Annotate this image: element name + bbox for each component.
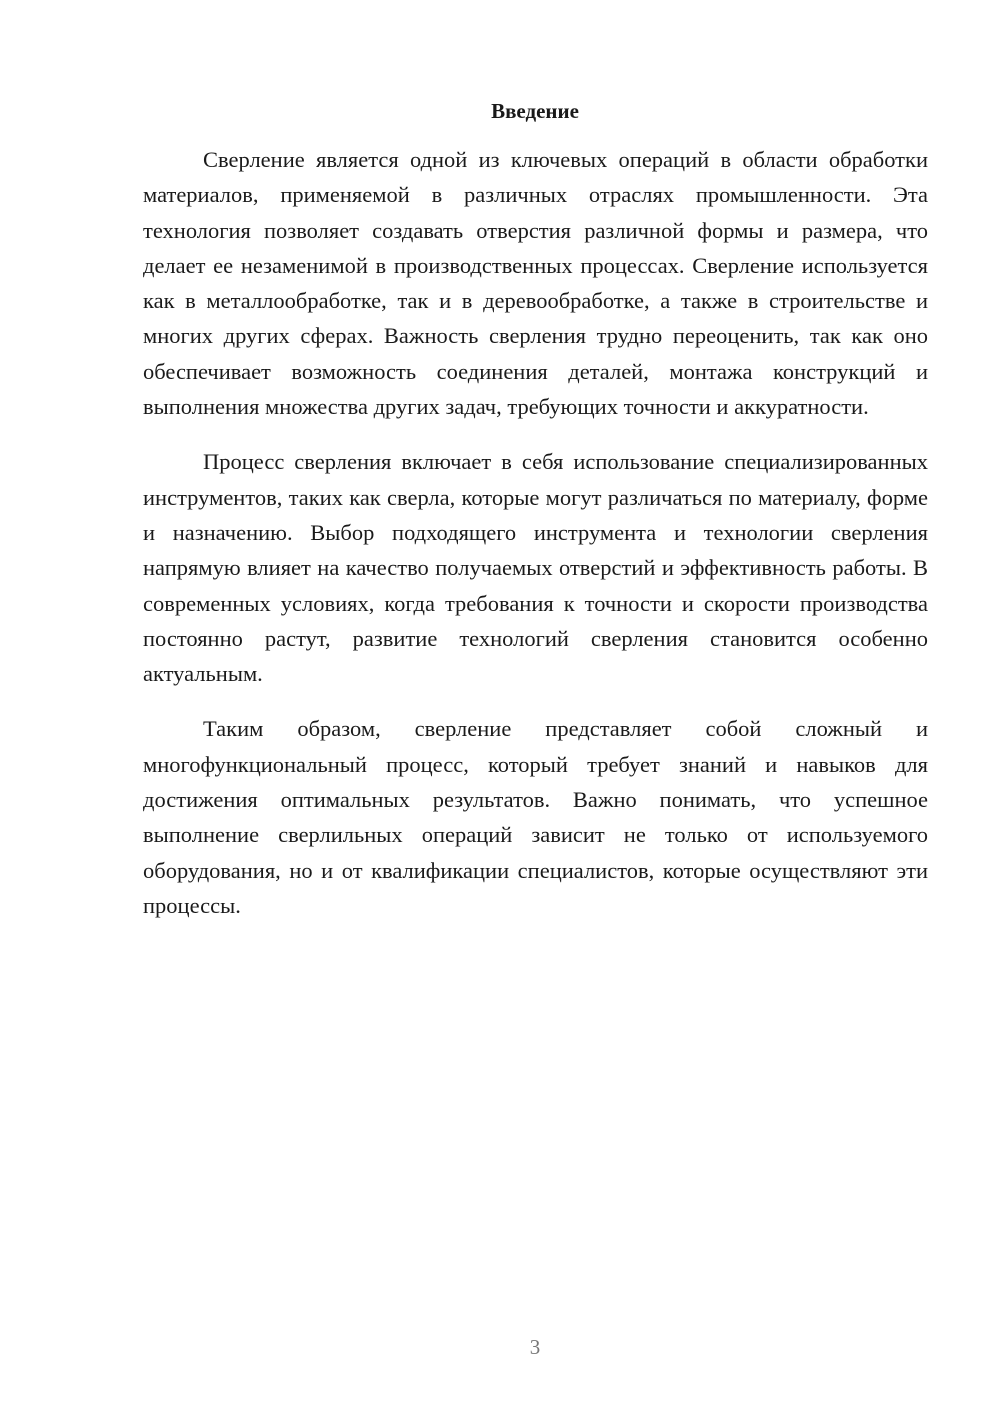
paragraph-1: Сверление является одной из ключевых операций в области обработки материалов, применяемой в различных отраслях промышленности. Эта технология позволяет создавать отверстия различной формы и размера, что делает ее незаменимой в производственных процессах. Сверление используется как в металлообработке, так и в деревообработке, а также в строительстве и многих других сферах. Важность сверления трудно переоценить, так как оно обеспечивает возможность соединения деталей, монтажа конструкций и выполнения множества других задач, требующих точности и аккуратности.	[143, 147, 928, 420]
paragraph-3: Таким образом, сверление представляет собой сложный и многофункциональный процесс, который требует знаний и навыков для достижения оптимальных результатов. Важно понимать, что успешное выполнение сверлильных операций зависит не только от используемого оборудования, но и от квалификации специалистов, которые осуществляют эти процессы.	[143, 716, 928, 918]
paragraph-2: Процесс сверления включает в себя использование специализированных инструментов, таких как сверла, которые могут различаться по материалу, форме и назначению. Выбор подходящего инструмента и технологии сверления напрямую влияет на качество получаемых отверстий и эффективность работы. В современных условиях, когда требования к точности и скорости производства постоянно растут, развитие технологий сверления становится особенно актуальным.	[143, 449, 928, 687]
document-body	[143, 142, 928, 943]
section-title: Введение	[491, 99, 579, 123]
page-number: 3	[529, 1335, 541, 1359]
